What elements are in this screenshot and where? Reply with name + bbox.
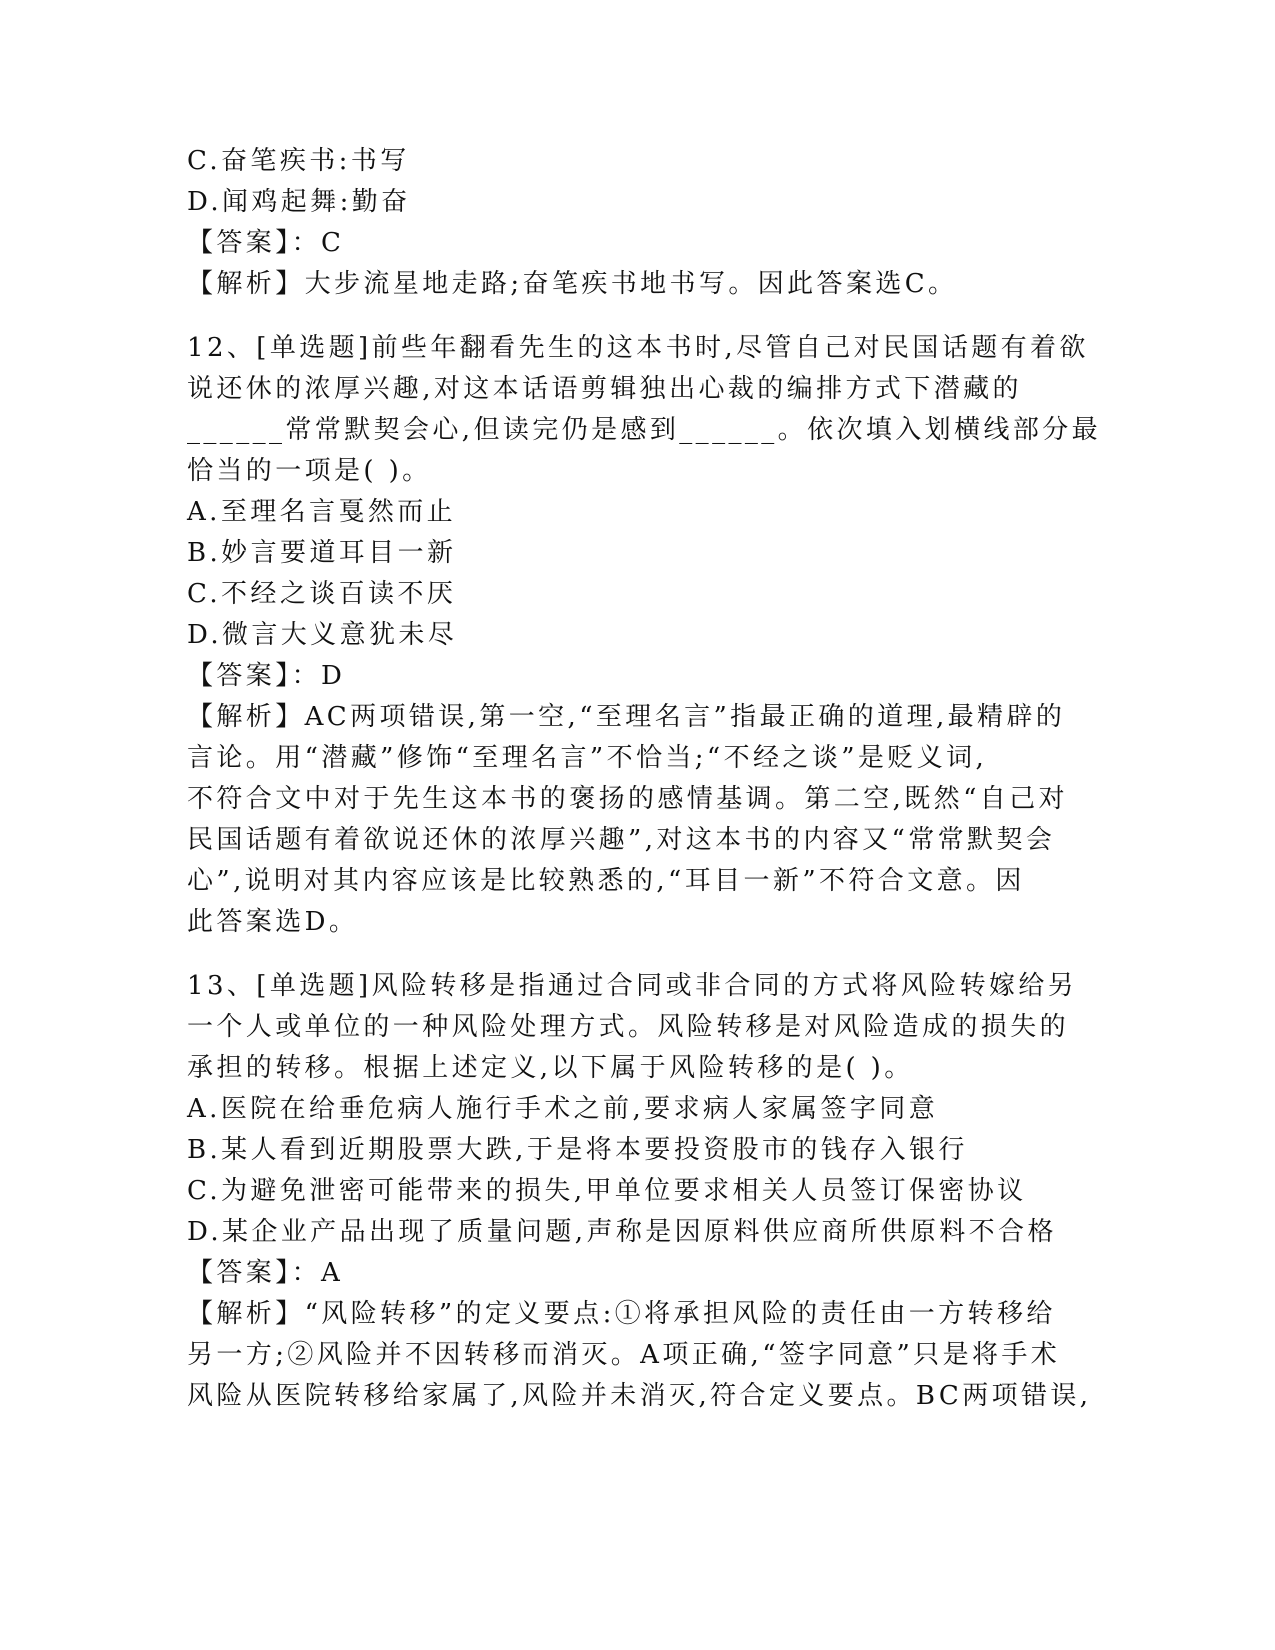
q12-option-d: D.微言大义意犹未尽 (187, 620, 458, 650)
q12-stem-line-4: 恰当的一项是( )。 (187, 456, 432, 486)
q11-answer: 【答案】：C (187, 228, 345, 258)
q13-option-b: B.某人看到近期股票大跌,于是将本要投资股市的钱存入银行 (187, 1135, 968, 1165)
q12-analysis-line-3: 不符合文中对于先生这本书的褒扬的感情基调。第二空,既然“自己对 (187, 784, 1068, 814)
q13-option-c: C.为避免泄密可能带来的损失,甲单位要求相关人员签订保密协议 (187, 1176, 1027, 1206)
q12-stem-line-2: 说还休的浓厚兴趣,对这本话语剪辑独出心裁的编排方式下潜藏的 (187, 374, 1022, 404)
q12-analysis-line-5: 心”,说明对其内容应该是比较熟悉的,“耳目一新”不符合文意。因 (187, 866, 1025, 896)
q11-option-d: D.闻鸡起舞:勤奋 (187, 187, 411, 217)
q12-option-c: C.不经之谈百读不厌 (187, 579, 457, 609)
q13-analysis-line-1: 【解析】“风险转移”的定义要点:①将承担风险的责任由一方转移给 (187, 1299, 1056, 1329)
q11-analysis: 【解析】大步流星地走路;奋笔疾书地书写。因此答案选C。 (187, 269, 958, 299)
q11-option-c: C.奋笔疾书:书写 (187, 146, 410, 176)
q13-analysis-line-2: 另一方;②风险并不因转移而消灭。A项正确,“签字同意”只是将手术 (187, 1340, 1061, 1370)
q13-option-a: A.医院在给垂危病人施行手术之前,要求病人家属签字同意 (187, 1094, 939, 1124)
q12-analysis-line-2: 言论。用“潜藏”修饰“至理名言”不恰当;“不经之谈”是贬义词, (187, 743, 988, 773)
q13-answer: 【答案】：A (187, 1258, 344, 1288)
q12-stem-line-3: ______常常默契会心,但读完仍是感到______。依次填入划横线部分最 (187, 415, 1102, 445)
q12-answer: 【答案】：D (187, 661, 346, 691)
q12-analysis-line-4: 民国话题有着欲说还休的浓厚兴趣”,对这本书的内容又“常常默契会 (187, 825, 1056, 855)
q12-option-b: B.妙言要道耳目一新 (187, 538, 457, 568)
q12-option-a: A.至理名言戛然而止 (187, 497, 457, 527)
q12-analysis-line-1: 【解析】AC两项错误,第一空,“至理名言”指最正确的道理,最精辟的 (187, 702, 1066, 732)
q13-stem-line-1: 13、[单选题]风险转移是指通过合同或非合同的方式将风险转嫁给另 (187, 971, 1078, 1001)
q13-analysis-line-3: 风险从医院转移给家属了,风险并未消灭,符合定义要点。BC两项错误, (187, 1381, 1092, 1411)
q13-stem-line-3: 承担的转移。根据上述定义,以下属于风险转移的是( )。 (187, 1053, 914, 1083)
q13-option-d: D.某企业产品出现了质量问题,声称是因原料供应商所供原料不合格 (187, 1217, 1057, 1247)
q13-stem-line-2: 一个人或单位的一种风险处理方式。风险转移是对风险造成的损失的 (187, 1012, 1070, 1042)
q12-analysis-line-6: 此答案选D。 (187, 907, 359, 937)
q12-stem-line-1: 12、[单选题]前些年翻看先生的这本书时,尽管自己对民国话题有着欲 (187, 333, 1089, 363)
